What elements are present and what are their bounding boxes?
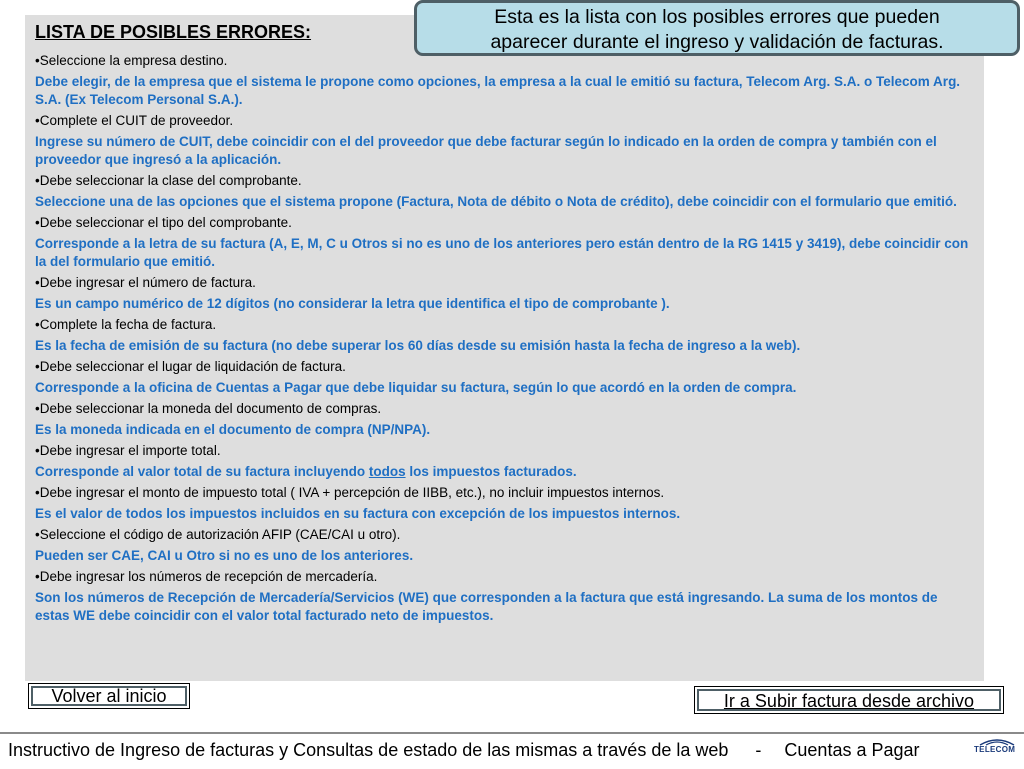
- panel-title: LISTA DE POSIBLES ERRORES:: [35, 22, 312, 42]
- error-item: [35, 172, 975, 211]
- answer-text: Corresponde al valor total de su factura incluyendo: [35, 464, 369, 479]
- error-answer: Es un campo numérico de 12 dígitos (no considerar la letra que identifica el tipo de comprobante ).: [35, 296, 670, 311]
- error-question: •Debe ingresar los números de recepción de mercadería.: [35, 569, 378, 584]
- error-item: [35, 358, 975, 397]
- error-answer: Corresponde a la letra de su factura (A, E, M, C u Otros si no es uno de los anteriores pero están dentro de la RG 1415 y 3419), debe coincidir con la del formulario que emitió.: [35, 236, 969, 269]
- answer-emphasis: todos: [368, 464, 406, 479]
- error-question: •Seleccione el código de autorización AFIP (CAE/CAI u otro).: [35, 527, 401, 542]
- error-question: •Debe ingresar el número de factura.: [35, 275, 256, 290]
- answer-text: los impuestos facturados.: [405, 464, 577, 479]
- error-answer: Pueden ser CAE, CAI u Otro si no es uno de los anteriores.: [35, 548, 414, 563]
- error-list: [35, 52, 975, 628]
- error-question: •Debe ingresar el monto de impuesto total ( IVA + percepción de IIBB, etc.), no incluir impuestos internos.: [35, 485, 665, 500]
- error-question: •Complete la fecha de factura.: [35, 317, 217, 332]
- footer-section: Cuentas a Pagar: [784, 740, 920, 760]
- error-item: [35, 442, 975, 481]
- footer-separator: -: [755, 740, 762, 760]
- error-answer: [35, 463, 975, 481]
- error-item: [35, 214, 975, 271]
- error-item: [35, 274, 975, 313]
- error-item: [35, 568, 975, 625]
- error-question: •Debe seleccionar el tipo del comprobante.: [35, 215, 292, 230]
- error-question: •Complete el CUIT de proveedor.: [35, 113, 234, 128]
- logo-wordmark: TELECOM: [974, 745, 1016, 754]
- error-question: •Debe seleccionar el lugar de liquidación de factura.: [35, 359, 346, 374]
- error-answer: Es el valor de todos los impuestos incluidos en su factura con excepción de los impuestos internos.: [35, 506, 681, 521]
- error-item: [35, 526, 975, 565]
- footer-title: Instructivo de Ingreso de facturas y Consultas de estado de las mismas a través de la web: [8, 740, 729, 760]
- footer-caption: [8, 740, 920, 761]
- error-question: •Debe seleccionar la clase del comprobante.: [35, 173, 302, 188]
- callout-line-2: aparecer durante el ingreso y validación de facturas.: [490, 31, 944, 53]
- error-question: •Debe ingresar el importe total.: [35, 443, 221, 458]
- error-question: •Debe seleccionar la moneda del documento de compras.: [35, 401, 382, 416]
- callout-line-1: Esta es la lista con los posibles errores que pueden: [494, 6, 940, 28]
- upload-button-label: Ir a Subir factura desde archivo: [723, 691, 975, 711]
- error-answer: Debe elegir, de la empresa que el sistema le propone como opciones, la empresa a la cual le emitió su factura, Telecom Arg. S.A. o Telecom Arg. S.A. (Ex Telecom Personal S.A.).: [35, 74, 961, 107]
- error-item: [35, 484, 975, 523]
- error-item: [35, 316, 975, 355]
- back-to-home-button[interactable]: Volver al inicio: [28, 683, 190, 709]
- error-item: [35, 400, 975, 439]
- error-answer: Ingrese su número de CUIT, debe coincidir con el del proveedor que debe facturar según lo indicado en la orden de compra y también con el proveedor que ingresó a la aplicación.: [35, 134, 937, 167]
- error-answer: Es la moneda indicada en el documento de compra (NP/NPA).: [35, 422, 431, 437]
- footer-divider: [0, 732, 1024, 734]
- error-answer: Seleccione una de las opciones que el sistema propone (Factura, Nota de débito o Nota de crédito), debe coincidir con el formulario que emitió.: [35, 194, 957, 209]
- error-item: [35, 112, 975, 169]
- error-item: [35, 52, 975, 109]
- error-answer: Son los números de Recepción de Mercadería/Servicios (WE) que corresponden a la factura que está ingresando. La suma de los montos de estas WE debe coincidir con el valor total facturado neto de impuestos.: [35, 590, 938, 623]
- info-callout: [414, 0, 1020, 56]
- upload-invoice-file-button[interactable]: [694, 686, 1004, 714]
- error-answer: Es la fecha de emisión de su factura (no debe superar los 60 días desde su emisión hasta la fecha de ingreso a la web).: [35, 338, 801, 353]
- telecom-logo: [972, 736, 1022, 764]
- error-answer: Corresponde a la oficina de Cuentas a Pagar que debe liquidar su factura, según lo que acordó en la orden de compra.: [35, 380, 797, 395]
- error-question: •Seleccione la empresa destino.: [35, 53, 228, 68]
